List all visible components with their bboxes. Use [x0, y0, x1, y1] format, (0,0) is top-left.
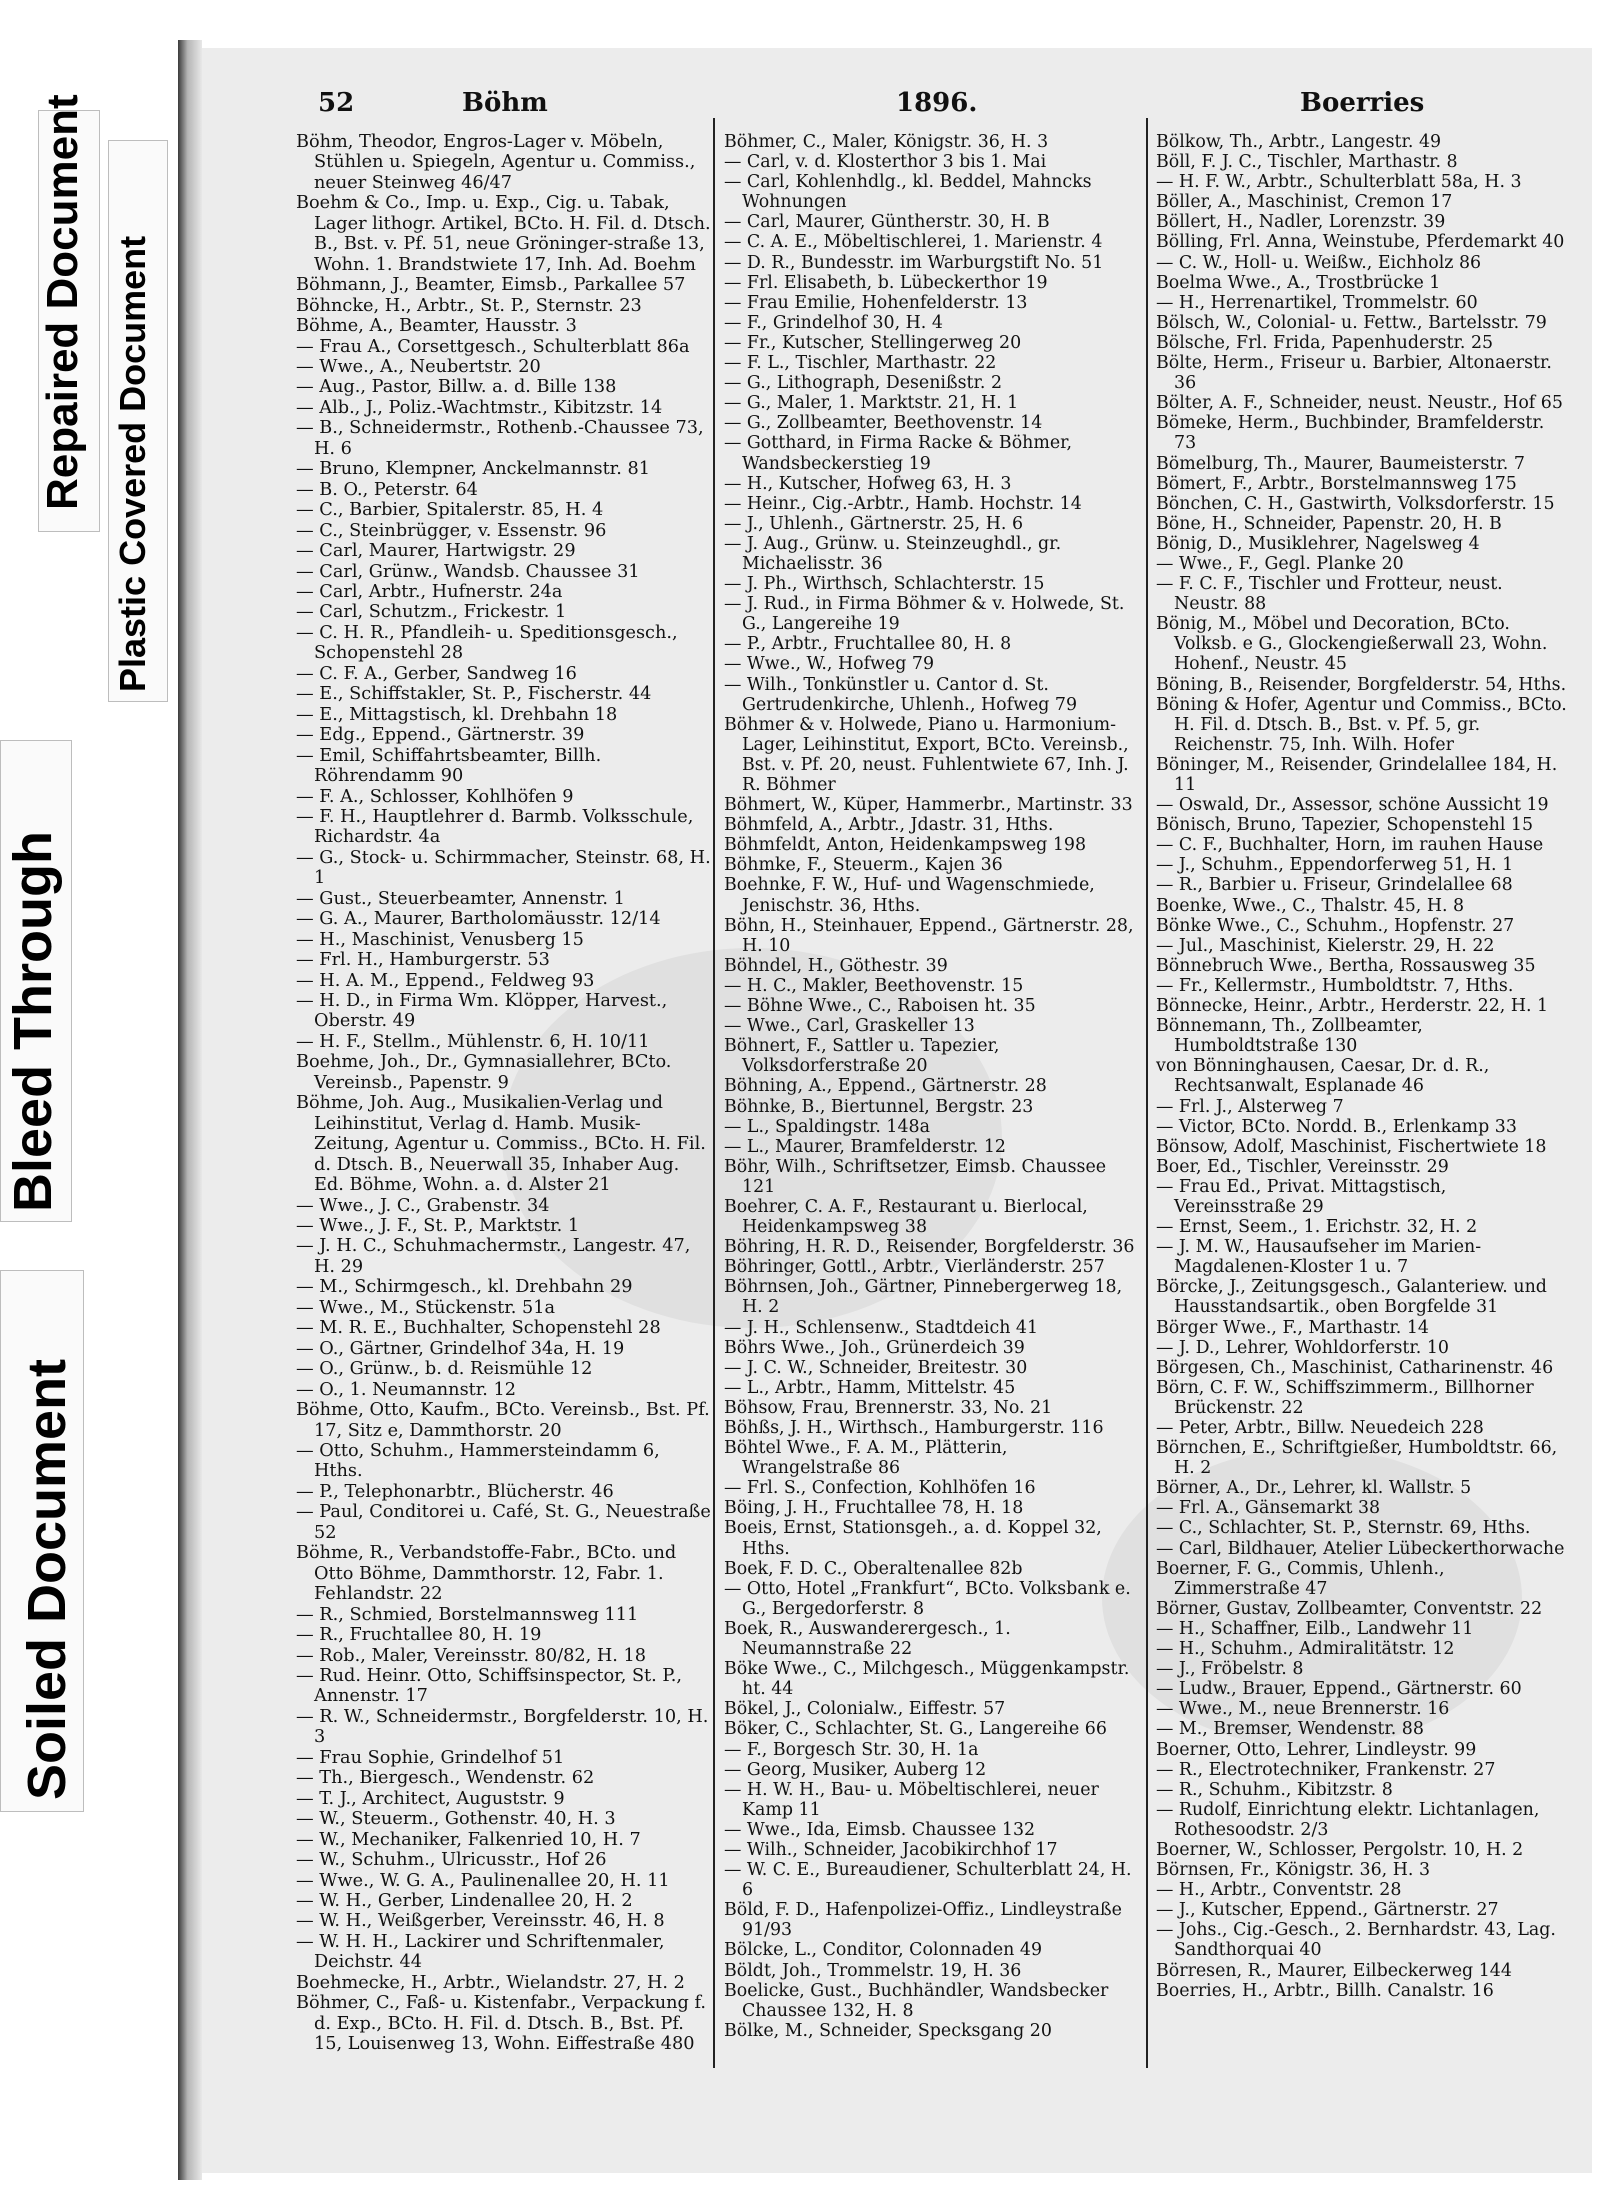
directory-entry: Boehmecke, H., Arbtr., Wielandstr. 27, H. 2 — [296, 1972, 685, 1993]
directory-entry: Börger Wwe., F., Marthastr. 14 — [1156, 1317, 1429, 1338]
directory-entry: Böning, B., Reisender, Borgfelderstr. 54, Hths. — [1156, 674, 1567, 695]
directory-entry: — Rudolf, Einrichtung elektr. Lichtanlagen, Rothesoodstr. 2/3 — [1156, 1799, 1540, 1840]
directory-entry: Boehm & Co., Imp. u. Exp., Cig. u. Tabak, Lager lithogr. Artikel, BCto. H. Fil. d. Dtsch. B., Bst. v. Pf. 51, neue Gröninger-straße 13, Wohn. 1. Brandstwiete 17, Inh. Ad. Boehm — [296, 193, 711, 275]
directory-entry: — Wwe., Ida, Eimsb. Chaussee 132 — [724, 1819, 1036, 1840]
directory-entry: — H., Herrenartikel, Trommelstr. 60 — [1156, 292, 1478, 313]
directory-entry: — E., Schiffstakler, St. P., Fischerstr. 44 — [296, 684, 652, 705]
repaired-document-label: Repaired Document — [38, 94, 87, 510]
directory-entry: Böhndel, H., Göthestr. 39 — [724, 955, 948, 976]
book-spine-shadow — [178, 40, 202, 2180]
directory-entry: Böhßs, J. H., Wirthsch., Hamburgerstr. 116 — [724, 1418, 1104, 1438]
directory-entry: Böninger, M., Reisender, Grindelallee 184, H. 11 — [1156, 754, 1558, 795]
directory-entry: Börnsen, Fr., Königstr. 36, H. 3 — [1156, 1860, 1431, 1881]
directory-entry: — B. O., Peterstr. 64 — [296, 479, 478, 500]
directory-entry: — Aug., Pastor, Billw. a. d. Bille 138 — [296, 377, 617, 398]
directory-entry: — W. H. H., Lackirer und Schriftenmaler, Deichstr. 44 — [296, 1931, 665, 1973]
directory-entry: Böhtel Wwe., F. A. M., Plätterin, Wrangelstraße 86 — [724, 1438, 1008, 1479]
directory-entry: Bönsow, Adolf, Maschinist, Fischertwiete 18 — [1156, 1136, 1547, 1157]
directory-entry: — C., Steinbrügger, v. Essenstr. 96 — [296, 520, 607, 541]
directory-entry: — Carl, Grünw., Wandsb. Chaussee 31 — [296, 561, 640, 582]
directory-entry: — Carl, v. d. Klosterthor 3 bis 1. Mai — [724, 152, 1047, 173]
directory-entry: — R., Schuhm., Kibitzstr. 8 — [1156, 1779, 1393, 1800]
directory-entry: — Frl. S., Confection, Kohlhöfen 16 — [724, 1478, 1036, 1499]
directory-entry: — Heinr., Cig.-Arbtr., Hamb. Hochstr. 14 — [724, 493, 1082, 514]
directory-entry: — Carl, Bildhauer, Atelier Lübeckerthorwache — [1156, 1538, 1565, 1559]
directory-entry: — C. F., Buchhalter, Horn, im rauhen Hause — [1156, 835, 1544, 856]
directory-entry: — Edg., Eppend., Gärtnerstr. 39 — [296, 725, 585, 746]
directory-entry: Böhr, Wilh., Schriftsetzer, Eimsb. Chaussee 121 — [724, 1156, 1107, 1197]
directory-entry: Bölkow, Th., Arbtr., Langestr. 49 — [1156, 132, 1442, 152]
directory-entry: Böhning, A., Eppend., Gärtnerstr. 28 — [724, 1076, 1047, 1097]
directory-entry: Böhmer & v. Holwede, Piano u. Harmonium-Lager, Leihinstitut, Export, BCto. Vereinsb., Bst. v. Pf. 20, neust. Fuhlentwiete 67, Inh. J. R. Böhmer — [724, 714, 1129, 795]
directory-entry: — R., Barbier u. Friseur, Grindelallee 68 — [1156, 875, 1513, 896]
directory-entry: — Ludw., Brauer, Eppend., Gärtnerstr. 60 — [1156, 1679, 1522, 1700]
directory-entry: Boenke, Wwe., C., Thalstr. 45, H. 8 — [1156, 895, 1465, 916]
directory-entry: Bömelburg, Th., Maurer, Baumeisterstr. 7 — [1156, 453, 1525, 474]
directory-entry: — Ernst, Seem., 1. Erichstr. 32, H. 2 — [1156, 1217, 1478, 1238]
directory-entry: — O., 1. Neumannstr. 12 — [296, 1379, 517, 1400]
directory-entry: Böhmfeldt, Anton, Heidenkampsweg 198 — [724, 835, 1087, 856]
directory-entry: — Johs., Cig.-Gesch., 2. Bernhardstr. 43, Lag. Sandthorquai 40 — [1156, 1920, 1556, 1961]
directory-entry: Böhrnsen, Joh., Gärtner, Pinnebergerweg 18, H. 2 — [724, 1277, 1123, 1318]
directory-entry: — H. F. W., Arbtr., Schulterblatt 58a, H. 3 — [1156, 172, 1522, 193]
directory-entry: — Georg, Musiker, Auberg 12 — [724, 1759, 987, 1780]
directory-entry: — Wilh., Schneider, Jacobikirchhof 17 — [724, 1839, 1058, 1860]
directory-entry: Böhmer, C., Maler, Königstr. 36, H. 3 — [724, 132, 1049, 152]
directory-entry: — M., Schirmgesch., kl. Drehbahn 29 — [296, 1277, 633, 1298]
directory-entry: — Frl. Elisabeth, b. Lübeckerthor 19 — [724, 272, 1048, 293]
directory-entry: — Frau Sophie, Grindelhof 51 — [296, 1747, 565, 1768]
directory-entry: — Wwe., F., Gegl. Planke 20 — [1156, 553, 1404, 574]
column-divider — [1146, 118, 1148, 2068]
directory-entry: — H., Schuhm., Admiralitätstr. 12 — [1156, 1639, 1455, 1660]
directory-entry: — C. F. A., Gerber, Sandweg 16 — [296, 663, 577, 684]
directory-entry: — G. A., Maurer, Bartholomäusstr. 12/14 — [296, 909, 661, 930]
directory-entry: Bönnecke, Heinr., Arbtr., Herderstr. 22, H. 1 — [1156, 996, 1549, 1017]
directory-entry: — C. H. R., Pfandleih- u. Speditionsgesch., Schopenstehl 28 — [296, 622, 678, 664]
directory-entry: — F., Borgesch Str. 30, H. 1a — [724, 1739, 979, 1760]
directory-entry: Boer, Ed., Tischler, Vereinsstr. 29 — [1156, 1156, 1449, 1177]
directory-entry: — T. J., Architect, Auguststr. 9 — [296, 1788, 565, 1809]
directory-entry: — H., Schaffner, Eilb., Landwehr 11 — [1156, 1618, 1474, 1639]
directory-entry: — R. W., Schneidermstr., Borgfelderstr. 10, H. 3 — [296, 1706, 709, 1748]
directory-entry: Börnchen, E., Schriftgießer, Humboldtstr. 66, H. 2 — [1156, 1438, 1558, 1479]
directory-entry: — C. W., Holl- u. Weißw., Eichholz 86 — [1156, 252, 1482, 273]
directory-entry: — F. L., Tischler, Marthastr. 22 — [724, 353, 997, 374]
directory-entry: — Rud. Heinr. Otto, Schiffsinspector, St. P., Annenstr. 17 — [296, 1665, 682, 1707]
soiled-document-label: Soiled Document — [17, 1358, 77, 1800]
directory-entry: Boelicke, Gust., Buchhändler, Wandsbecker Chaussee 132, H. 8 — [724, 1980, 1109, 2021]
directory-entry: — G., Maler, 1. Marktstr. 21, H. 1 — [724, 393, 1019, 414]
directory-entry: Bömert, F., Arbtr., Borstelmannsweg 175 — [1156, 473, 1517, 494]
directory-entry: — J. D., Lehrer, Wohldorferstr. 10 — [1156, 1337, 1449, 1358]
directory-entry: Böhringer, Gottl., Arbtr., Vierländerstr. 257 — [724, 1257, 1105, 1278]
directory-entry: Bönig, M., Möbel und Decoration, BCto. Volksb. e G., Glockengießerwall 23, Wohn. Hohenf., Neustr. 45 — [1156, 614, 1548, 675]
directory-entry: Böllert, H., Nadler, Lorenzstr. 39 — [1156, 212, 1446, 233]
directory-entry: — C., Schlachter, St. P., Sternstr. 69, Hths. — [1156, 1518, 1531, 1539]
directory-entry: — Fr., Kellermstr., Humboldtstr. 7, Hths. — [1156, 975, 1514, 996]
directory-entry: Böhmert, W., Küper, Hammerbr., Martinstr. 33 — [724, 795, 1133, 816]
directory-entry: — Paul, Conditorei u. Café, St. G., Neuestraße 52 — [296, 1502, 711, 1543]
directory-entry: Bönisch, Bruno, Tapezier, Schopenstehl 15 — [1156, 815, 1534, 836]
directory-entry: — Victor, BCto. Nordd. B., Erlenkamp 33 — [1156, 1116, 1517, 1137]
directory-entry: Bölling, Frl. Anna, Weinstube, Pferdemarkt 40 — [1156, 232, 1565, 253]
plastic-covered-document-label: Plastic Covered Document — [112, 235, 153, 692]
directory-entry: Böker, C., Schlachter, St. G., Langereihe 66 — [724, 1719, 1107, 1740]
directory-entry: Böhmann, J., Beamter, Eimsb., Parkallee 57 — [296, 275, 686, 296]
directory-entry: — F., Grindelhof 30, H. 4 — [724, 312, 943, 333]
directory-entry: — G., Stock- u. Schirmmacher, Steinstr. 68, H. 1 — [296, 847, 711, 889]
directory-entry: — Frl. A., Gänsemarkt 38 — [1156, 1498, 1381, 1519]
directory-entry: Böning & Hofer, Agentur und Commiss., BCto. H. Fil. d. Dtsch. B., Bst. v. Pf. 5, gr. Reichenstr. 75, Inh. Wilh. Hofer — [1156, 694, 1567, 755]
directory-entry: — Wwe., J. F., St. P., Marktstr. 1 — [296, 1216, 580, 1237]
directory-entry: — Emil, Schiffahrtsbeamter, Billh. Röhrendamm 90 — [296, 745, 602, 787]
directory-column-1 — [296, 132, 711, 2055]
directory-entry: Boehrer, C. A. F., Restaurant u. Bierlocal, Heidenkampsweg 38 — [724, 1196, 1088, 1238]
directory-entry: — Wilh., Tonkünstler u. Cantor d. St. Gertrudenkirche, Uhlenh., Hofweg 79 — [724, 674, 1078, 715]
directory-entry: Böhm, Theodor, Engros-Lager v. Möbeln, Stühlen u. Spiegeln, Agentur u. Commiss., neuer Steinweg 46/47 — [296, 132, 696, 193]
directory-entry: Boerner, Otto, Lehrer, Lindleystr. 99 — [1156, 1739, 1477, 1760]
directory-entry: Böhncke, H., Arbtr., St. P., Sternstr. 23 — [296, 295, 642, 316]
directory-entry: Börcke, J., Zeitungsgesch., Galanteriew. und Hausstandsartik., oben Borgfelde 31 — [1156, 1277, 1547, 1318]
directory-entry: Böhme, Otto, Kaufm., BCto. Vereinsb., Bst. Pf. 17, Sitz e, Dammthorstr. 20 — [296, 1400, 710, 1441]
directory-entry: — H. C., Makler, Beethovenstr. 15 — [724, 975, 1024, 996]
directory-entry: Böll, F. J. C., Tischler, Marthastr. 8 — [1156, 152, 1458, 173]
directory-entry: Böke Wwe., C., Milchgesch., Müggenkampstr. ht. 44 — [724, 1659, 1130, 1700]
directory-entry: — M. R. E., Buchhalter, Schopenstehl 28 — [296, 1318, 661, 1339]
directory-entry: Böhmfeld, A., Arbtr., Jdastr. 31, Hths. — [724, 815, 1054, 836]
directory-entry: — F. C. F., Tischler und Frotteur, neust. Neustr. 88 — [1156, 574, 1503, 615]
directory-entry: — J., Kutscher, Eppend., Gärtnerstr. 27 — [1156, 1900, 1499, 1921]
directory-entry: — E., Mittagstisch, kl. Drehbahn 18 — [296, 704, 618, 725]
directory-entry: — J., Fröbelstr. 8 — [1156, 1659, 1304, 1680]
directory-entry: — H., Maschinist, Venusberg 15 — [296, 929, 584, 950]
directory-entry: — H. W. H., Bau- u. Möbeltischlerei, neuer Kamp 11 — [724, 1779, 1099, 1820]
directory-entry: — Wwe., M., neue Brennerstr. 16 — [1156, 1699, 1450, 1720]
directory-entry: — C. A. E., Möbeltischlerei, 1. Marienstr. 4 — [724, 232, 1103, 253]
directory-entry: — J. C. W., Schneider, Breitestr. 30 — [724, 1357, 1028, 1378]
directory-column-3 — [1156, 132, 1571, 2001]
directory-entry: Bönig, D., Musiklehrer, Nagelsweg 4 — [1156, 533, 1480, 554]
condition-labels-panel — [0, 40, 178, 2200]
directory-entry: — J., Schuhm., Eppendorferweg 51, H. 1 — [1156, 855, 1514, 876]
directory-entry: Boelma Wwe., A., Trostbrücke 1 — [1156, 272, 1441, 293]
directory-entry: Boerner, F. G., Commis, Uhlenh., Zimmerstraße 47 — [1156, 1558, 1445, 1599]
directory-entry: Börgesen, Ch., Maschinist, Catharinenstr. 46 — [1156, 1357, 1554, 1378]
directory-entry: — J. H. C., Schuhmachermstr., Langestr. 47, H. 29 — [296, 1236, 691, 1277]
directory-entry: — W., Schuhm., Ulricusstr., Hof 26 — [296, 1850, 607, 1871]
directory-entry: Bökel, J., Colonialw., Eiffestr. 57 — [724, 1699, 1006, 1720]
directory-entry: Boek, R., Auswanderergesch., 1. Neumannstraße 22 — [724, 1618, 1011, 1660]
directory-entry: — R., Schmied, Borstelmannsweg 111 — [296, 1604, 639, 1625]
directory-entry: Bölter, A. F., Schneider, neust. Neustr., Hof 65 — [1156, 393, 1563, 414]
directory-entry: Böhring, H. R. D., Reisender, Borgfelderstr. 36 — [724, 1237, 1135, 1258]
directory-entry: — Gust., Steuerbeamter, Annenstr. 1 — [296, 888, 625, 909]
directory-entry: — Frau Ed., Privat. Mittagstisch, Vereinsstraße 29 — [1156, 1176, 1447, 1217]
directory-entry: — H. D., in Firma Wm. Klöpper, Harvest., Oberstr. 49 — [296, 991, 668, 1032]
directory-entry: — P., Arbtr., Fruchtallee 80, H. 8 — [724, 634, 1012, 655]
directory-entry: — P., Telephonarbtr., Blücherstr. 46 — [296, 1481, 614, 1502]
directory-entry: — Böhne Wwe., C., Raboisen ht. 35 — [724, 996, 1036, 1017]
directory-entry: — Bruno, Klempner, Anckelmannstr. 81 — [296, 459, 650, 480]
directory-entry: — Gotthard, in Firma Racke & Böhmer, Wandsbeckerstieg 19 — [724, 433, 1073, 474]
directory-entry: Bönchen, C. H., Gastwirth, Volksdorferstr. 15 — [1156, 493, 1555, 514]
directory-entry: — J. Aug., Grünw. u. Steinzeughdl., gr. Michaelisstr. 36 — [724, 533, 1062, 574]
directory-entry: — O., Gärtner, Grindelhof 34a, H. 19 — [296, 1338, 625, 1359]
directory-entry: — Otto, Schuhm., Hammersteindamm 6, Hths. — [296, 1441, 660, 1482]
directory-entry: — Carl, Arbtr., Hufnerstr. 24a — [296, 581, 563, 602]
directory-entry: — L., Arbtr., Hamm, Mittelstr. 45 — [724, 1377, 1016, 1398]
directory-entry: — J. H., Schlensenw., Stadtdeich 41 — [724, 1317, 1039, 1338]
directory-entry: — F. A., Schlosser, Kohlhöfen 9 — [296, 786, 574, 807]
directory-entry: Bömeke, Herm., Buchbinder, Bramfelderstr. 73 — [1156, 413, 1545, 454]
directory-entry: Böhme, R., Verbandstoffe-Fabr., BCto. und Otto Böhme, Dammthorstr. 12, Fabr. 1. Fehlandstr. 22 — [296, 1543, 677, 1605]
directory-column-2 — [724, 132, 1139, 2041]
directory-entry: — H. A. M., Eppend., Feldweg 93 — [296, 970, 595, 991]
directory-entry: Börn, C. F. W., Schiffszimmerm., Billhorner Brückenstr. 22 — [1156, 1377, 1534, 1418]
directory-entry: — D. R., Bundesstr. im Warburgstift No. 51 — [724, 252, 1104, 273]
directory-entry: — Peter, Arbtr., Billw. Neuedeich 228 — [1156, 1418, 1484, 1438]
directory-entry: — Wwe., W. G. A., Paulinenallee 20, H. 11 — [296, 1870, 670, 1891]
directory-entry: von Bönninghausen, Caesar, Dr. d. R., Rechtsanwalt, Esplanade 46 — [1156, 1056, 1490, 1097]
directory-entry: — Frl. H., Hamburgerstr. 53 — [296, 950, 550, 971]
directory-entry: — Carl, Maurer, Güntherstr. 30, H. B — [724, 212, 1050, 233]
directory-entry: Böhmke, F., Steuerm., Kajen 36 — [724, 855, 1003, 876]
directory-entry: Boek, F. D. C., Oberaltenallee 82b — [724, 1558, 1023, 1579]
directory-entry: — Carl, Schutzm., Frickestr. 1 — [296, 602, 567, 623]
directory-entry: — O., Grünw., b. d. Reismühle 12 — [296, 1359, 593, 1380]
directory-entry: Boeis, Ernst, Stationsgeh., a. d. Koppel 32, Hths. — [724, 1518, 1102, 1559]
page-number: 52 — [318, 88, 355, 118]
directory-entry: — Frau A., Corsettgesch., Schulterblatt 86a — [296, 336, 690, 357]
directory-entry: Bölsche, Frl. Frida, Papenhuderstr. 25 — [1156, 332, 1494, 353]
directory-entry: — Fr., Kutscher, Stellingerweg 20 — [724, 332, 1022, 353]
directory-entry: — Carl, Kohlenhdlg., kl. Beddel, Mahncks Wohnungen — [724, 172, 1092, 213]
directory-entry: — Wwe., M., Stückenstr. 51a — [296, 1297, 556, 1318]
directory-entry: Bölcke, L., Conditor, Colonnaden 49 — [724, 1940, 1043, 1961]
directory-entry: Böhme, Joh. Aug., Musikalien-Verlag und Leihinstitut, Verlag d. Hamb. Musik-Zeitung, Agentur u. Commiss., BCto. H. Fil. d. Dtsch. B., Neuerwall 35, Inhaber Aug. Ed. Böhme, Wohn. a. d. Alster 21 — [296, 1093, 706, 1196]
directory-entry: Bönnemann, Th., Zollbeamter, Humboldtstraße 130 — [1156, 1016, 1423, 1057]
directory-entry: Börner, A., Dr., Lehrer, kl. Wallstr. 5 — [1156, 1478, 1472, 1499]
directory-entry: — H. F., Stellm., Mühlenstr. 6, H. 10/11 — [296, 1031, 650, 1052]
directory-entry: — B., Schneidermstr., Rothenb.-Chaussee 73, H. 6 — [296, 418, 704, 459]
directory-entry: Böldt, Joh., Trommelstr. 19, H. 36 — [724, 1960, 1022, 1981]
directory-entry: — Alb., J., Poliz.-Wachtmstr., Kibitzstr. 14 — [296, 397, 663, 418]
directory-entry: — Wwe., Carl, Graskeller 13 — [724, 1016, 975, 1037]
directory-entry: Bölke, M., Schneider, Specksgang 20 — [724, 2020, 1052, 2041]
directory-entry: — W. H., Gerber, Lindenallee 20, H. 2 — [296, 1890, 633, 1911]
directory-entry: Börresen, R., Maurer, Eilbeckerweg 144 — [1156, 1960, 1512, 1981]
directory-entry: Böhmer, C., Faß- u. Kistenfabr., Verpackung f. d. Exp., BCto. H. Fil. d. Dtsch. B., Bst. Pf. 15, Louisenweg 13, Wohn. Eiffestraße 480 — [296, 1993, 707, 2055]
directory-entry: — L., Spaldingstr. 148a — [724, 1116, 930, 1137]
header-right-title: Boerries — [1300, 88, 1425, 118]
directory-entry: — M., Bremser, Wendenstr. 88 — [1156, 1719, 1424, 1740]
directory-entry: — R., Electrotechniker, Frankenstr. 27 — [1156, 1759, 1496, 1780]
directory-entry: — J. Ph., Wirthsch, Schlachterstr. 15 — [724, 574, 1045, 595]
directory-entry: Böing, J. H., Fruchtallee 78, H. 18 — [724, 1498, 1024, 1519]
directory-entry: — W. C. E., Bureaudiener, Schulterblatt 24, H. 6 — [724, 1860, 1132, 1901]
directory-entry: — Oswald, Dr., Assessor, schöne Aussicht 19 — [1156, 795, 1549, 816]
bleed-through-label: Bleed Through — [3, 831, 63, 1212]
directory-entry: — R., Fruchtallee 80, H. 19 — [296, 1625, 542, 1646]
directory-entry: — C., Barbier, Spitalerstr. 85, H. 4 — [296, 500, 604, 521]
directory-entry: — J. Rud., in Firma Böhmer & v. Holwede, St. G., Langereihe 19 — [724, 594, 1125, 635]
directory-entry: — W. H., Weißgerber, Vereinsstr. 46, H. 8 — [296, 1911, 665, 1932]
directory-entry: Böller, A., Maschinist, Cremon 17 — [1156, 192, 1453, 213]
directory-entry: — J. M. W., Hausaufseher im Marien-Magdalenen-Kloster 1 u. 7 — [1156, 1237, 1482, 1278]
directory-entry: — Carl, Maurer, Hartwigstr. 29 — [296, 541, 576, 562]
directory-entry: Bölsch, W., Colonial- u. Fettw., Bartelsstr. 79 — [1156, 312, 1547, 333]
directory-entry: — Frl. J., Alsterweg 7 — [1156, 1096, 1344, 1117]
directory-entry: — G., Lithograph, Desenißstr. 2 — [724, 373, 1003, 394]
directory-entry: Boerries, H., Arbtr., Billh. Canalstr. 16 — [1156, 1980, 1494, 2001]
directory-entry: Böhme, A., Beamter, Hausstr. 3 — [296, 316, 577, 337]
directory-entry: Böhnke, B., Biertunnel, Bergstr. 23 — [724, 1096, 1034, 1117]
header-left-title: Böhm — [462, 88, 548, 118]
directory-entry: — H., Arbtr., Conventstr. 28 — [1156, 1880, 1402, 1901]
directory-entry: Boehme, Joh., Dr., Gymnasiallehrer, BCto. Vereinsb., Papenstr. 9 — [296, 1052, 672, 1093]
directory-entry: — W., Steuerm., Gothenstr. 40, H. 3 — [296, 1809, 616, 1830]
directory-entry: — Otto, Hotel „Frankfurt“, BCto. Volksbank e. G., Bergedorferstr. 8 — [724, 1578, 1131, 1619]
directory-entry: Böne, H., Schneider, Papenstr. 20, H. B — [1156, 513, 1502, 534]
directory-entry: Böhnert, F., Sattler u. Tapezier, Volksdorferstraße 20 — [724, 1036, 1000, 1077]
directory-entry: — F. H., Hauptlehrer d. Barmb. Volksschule, Richardstr. 4a — [296, 806, 694, 848]
header-year: 1896. — [896, 88, 978, 118]
directory-entry: — Wwe., A., Neubertstr. 20 — [296, 356, 541, 377]
directory-entry: Börner, Gustav, Zollbeamter, Conventstr. 22 — [1156, 1598, 1543, 1619]
directory-entry: — L., Maurer, Bramfelderstr. 12 — [724, 1136, 1006, 1157]
directory-entry: — Th., Biergesch., Wendenstr. 62 — [296, 1768, 595, 1789]
directory-entry: Bönke Wwe., C., Schuhm., Hopfenstr. 27 — [1156, 915, 1515, 936]
directory-entry: Bönnebruch Wwe., Bertha, Rossausweg 35 — [1156, 955, 1536, 976]
directory-entry: Böld, F. D., Hafenpolizei-Offiz., Lindleystraße 91/93 — [724, 1900, 1122, 1941]
directory-entry: — W., Mechaniker, Falkenried 10, H. 7 — [296, 1829, 641, 1850]
directory-entry: — Rob., Maler, Vereinsstr. 80/82, H. 18 — [296, 1645, 646, 1666]
directory-entry: Böhn, H., Steinhauer, Eppend., Gärtnerstr. 28, H. 10 — [724, 915, 1134, 956]
directory-entry: — Wwe., W., Hofweg 79 — [724, 654, 935, 675]
directory-entry: — Frau Emilie, Hohenfelderstr. 13 — [724, 292, 1028, 313]
directory-entry: — H., Kutscher, Hofweg 63, H. 3 — [724, 473, 1012, 494]
directory-entry: — Jul., Maschinist, Kielerstr. 29, H. 22 — [1156, 935, 1495, 956]
directory-entry: Boehnke, F. W., Huf- und Wagenschmiede, Jenischstr. 36, Hths. — [724, 875, 1095, 916]
directory-entry: — G., Zollbeamter, Beethovenstr. 14 — [724, 413, 1043, 434]
directory-entry: Bölte, Herm., Friseur u. Barbier, Altonaerstr. 36 — [1156, 353, 1552, 394]
directory-entry: — Wwe., J. C., Grabenstr. 34 — [296, 1195, 550, 1216]
directory-entry: Boerner, W., Schlosser, Pergolstr. 10, H. 2 — [1156, 1839, 1524, 1860]
directory-entry: — J., Uhlenh., Gärtnerstr. 25, H. 6 — [724, 513, 1024, 534]
column-divider — [713, 118, 715, 2068]
directory-entry: Böhrs Wwe., Joh., Grünerdeich 39 — [724, 1337, 1025, 1358]
directory-entry: Böhsow, Frau, Brennerstr. 33, No. 21 — [724, 1397, 1053, 1418]
